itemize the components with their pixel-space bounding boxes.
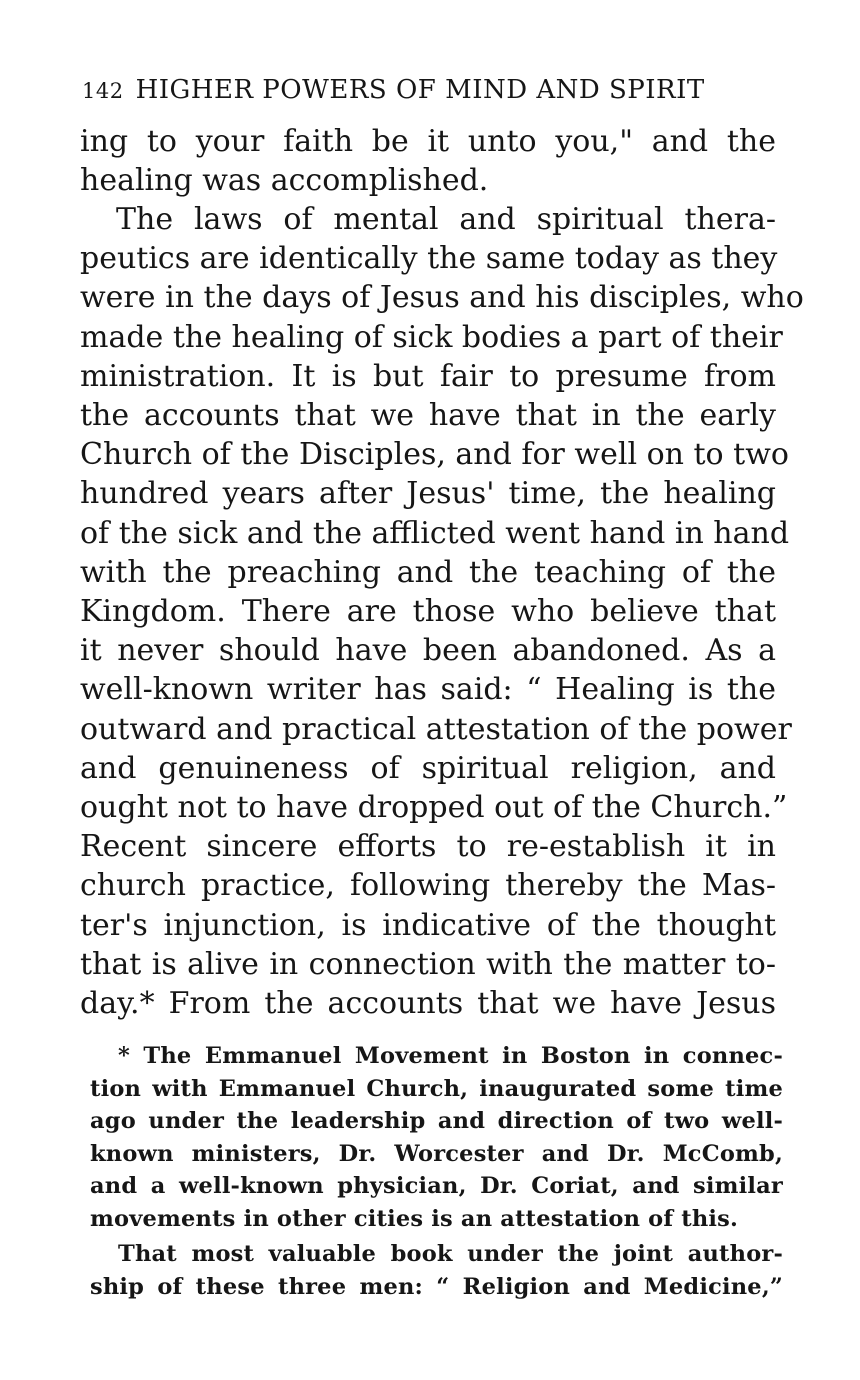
- text-line: peutics are identically the same today as they: [80, 241, 778, 277]
- text-line: church practice, following thereby the Mas-: [80, 868, 776, 904]
- text-line: Recent sincere efforts to re-establish it in: [80, 829, 776, 865]
- body-paragraph-2: [80, 200, 804, 1023]
- text-line: with the preaching and the teaching of the: [80, 554, 776, 590]
- footnote-paragraph-2: [90, 1238, 783, 1303]
- text-line: Church of the Disciples, and for well on to two: [80, 437, 789, 473]
- text-line: ing to your faith be it unto you," and the: [80, 124, 776, 159]
- text-line: made the healing of sick bodies a part of their: [80, 319, 783, 355]
- footnote-paragraph-1: [90, 1040, 783, 1235]
- footnote-line: That most valuable book under the joint author-: [118, 1241, 783, 1267]
- text-line: ter's injunction, is indicative of the thought: [80, 907, 776, 943]
- footnote-line: movements in other cities is an attestation of this.: [90, 1205, 739, 1232]
- text-line: healing was accomplished.: [80, 163, 489, 199]
- page-number: 142: [82, 79, 124, 103]
- text-line: day.* From the accounts that we have Jesus: [80, 986, 776, 1022]
- body-paragraph-1: [80, 122, 776, 200]
- text-line: that is alive in connection with the matter to-: [80, 946, 776, 982]
- text-line: and genuineness of spiritual religion, and: [80, 750, 776, 786]
- footnote-line: ship of these three men: “ Religion and Medicine,”: [90, 1273, 783, 1300]
- running-header: [82, 70, 776, 110]
- footnote-line: known ministers, Dr. Worcester and Dr. McComb,: [90, 1140, 783, 1167]
- text-line: the accounts that we have that in the early: [80, 398, 776, 434]
- text-line: hundred years after Jesus' time, the healing: [80, 476, 776, 512]
- text-line: it never should have been abandoned. As a: [80, 633, 776, 669]
- text-line: well-known writer has said: “ Healing is the: [80, 672, 776, 708]
- text-line: Kingdom. There are those who believe that: [80, 594, 776, 630]
- footnote-line: ago under the leadership and direction of two well-: [90, 1108, 783, 1134]
- text-line: outward and practical attestation of the power: [80, 711, 792, 747]
- text-line: of the sick and the afflicted went hand in hand: [80, 515, 790, 551]
- text-line: were in the days of Jesus and his disciples, who: [80, 280, 804, 316]
- footnote-line: and a well-known physician, Dr. Coriat, and similar: [90, 1173, 783, 1199]
- text-line: ministration. It is but fair to presume from: [80, 358, 776, 394]
- text-line: ought not to have dropped out of the Church.”: [80, 790, 788, 826]
- footnote-line: * The Emmanuel Movement in Boston in connec-: [118, 1043, 783, 1069]
- running-title: HIGHER POWERS OF MIND AND SPIRIT: [135, 75, 705, 105]
- footnote-line: tion with Emmanuel Church, inaugurated some time: [90, 1075, 783, 1102]
- text-line: The laws of mental and spiritual thera-: [116, 202, 776, 237]
